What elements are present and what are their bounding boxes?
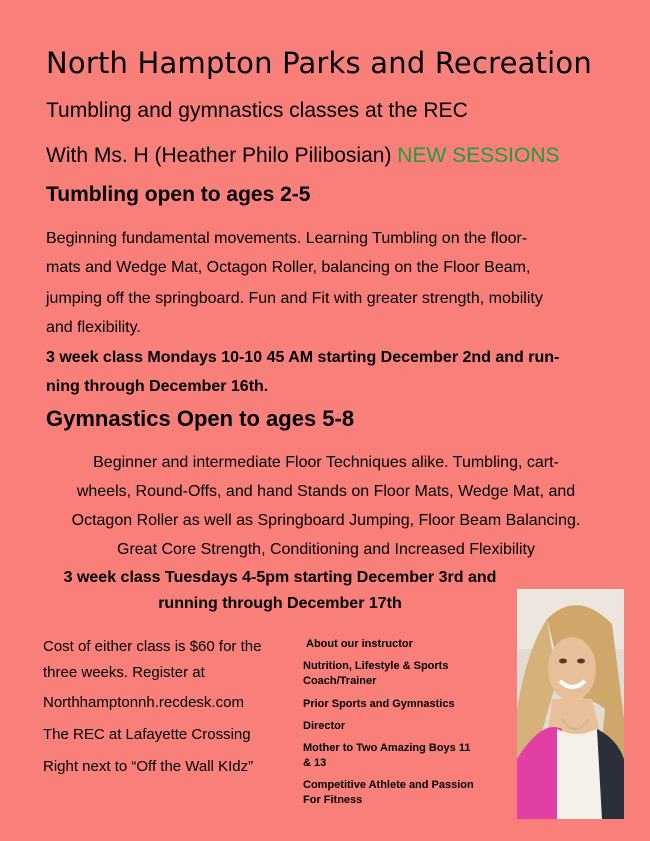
tumbling-schedule bbox=[46, 343, 616, 401]
gymnastics-desc-line: Beginner and intermediate Floor Techniques alike. Tumbling, cart- bbox=[93, 454, 559, 471]
flyer-subtitle: Tumbling and gymnastics classes at the REC bbox=[46, 99, 468, 122]
gymnastics-desc-line: Great Core Strength, Conditioning and Increased Flexibility bbox=[117, 541, 535, 558]
instructor-name: With Ms. H (Heather Philo Pilibosian) bbox=[46, 144, 392, 167]
gymnastics-schedule-line: running through December 17th bbox=[158, 595, 402, 612]
tumbling-desc-line: and flexibility. bbox=[46, 319, 141, 336]
cost-line: three weeks. Register at bbox=[43, 664, 205, 681]
tumbling-description bbox=[46, 224, 616, 282]
about-item bbox=[303, 778, 474, 808]
about-item-line: & 13 bbox=[303, 757, 327, 769]
about-item bbox=[303, 659, 448, 689]
tumbling-heading: Tumbling open to ages 2-5 bbox=[46, 183, 311, 206]
about-item: Director bbox=[303, 720, 346, 732]
about-item-line: Nutrition, Lifestyle & Sports bbox=[303, 660, 449, 672]
instructor-line bbox=[46, 144, 560, 168]
instructor-photo bbox=[517, 589, 624, 819]
flyer-title: North Hampton Parks and Recreation bbox=[46, 46, 592, 80]
register-website: Northhamptonnh.recdesk.com bbox=[43, 694, 244, 711]
about-item bbox=[303, 741, 470, 771]
location-line: The REC at Lafayette Crossing bbox=[43, 726, 251, 743]
gymnastics-description bbox=[36, 448, 616, 564]
tumbling-desc-line: mats and Wedge Mat, Octagon Roller, balancing on the Floor Beam, bbox=[46, 259, 531, 276]
gymnastics-desc-line: Octagon Roller as well as Springboard Jumping, Floor Beam Balancing. bbox=[71, 512, 581, 529]
about-item-line: Mother to Two Amazing Boys 11 bbox=[303, 742, 471, 754]
tumbling-desc-line: Beginning fundamental movements. Learning Tumbling on the floor- bbox=[46, 230, 528, 247]
gymnastics-schedule-line: 3 week class Tuesdays 4-5pm starting December 3rd and bbox=[63, 569, 497, 586]
registration-info bbox=[43, 634, 293, 686]
cost-line: Cost of either class is $60 for the bbox=[43, 638, 262, 655]
tumbling-description-cont bbox=[46, 284, 616, 342]
about-item-line: For Fitness bbox=[303, 794, 363, 806]
gymnastics-schedule bbox=[40, 565, 520, 617]
about-item-line: Coach/Trainer bbox=[303, 675, 377, 687]
gymnastics-heading: Gymnastics Open to ages 5-8 bbox=[46, 406, 355, 431]
about-heading: About our instructor bbox=[306, 638, 413, 650]
tumbling-schedule-line: 3 week class Mondays 10-10 45 AM starting December 2nd and run- bbox=[46, 349, 560, 366]
about-item: Prior Sports and Gymnastics bbox=[303, 698, 455, 710]
next-to-line: Right next to “Off the Wall KIdz” bbox=[43, 758, 254, 775]
about-item-line: Competitive Athlete and Passion bbox=[303, 779, 474, 791]
tumbling-schedule-line: ning through December 16th. bbox=[46, 378, 269, 395]
tumbling-desc-line: jumping off the springboard. Fun and Fit with greater strength, mobility bbox=[46, 290, 543, 307]
new-sessions-badge: NEW SESSIONS bbox=[397, 144, 560, 167]
gymnastics-desc-line: wheels, Round-Offs, and hand Stands on Floor Mats, Wedge Mat, and bbox=[76, 483, 576, 500]
